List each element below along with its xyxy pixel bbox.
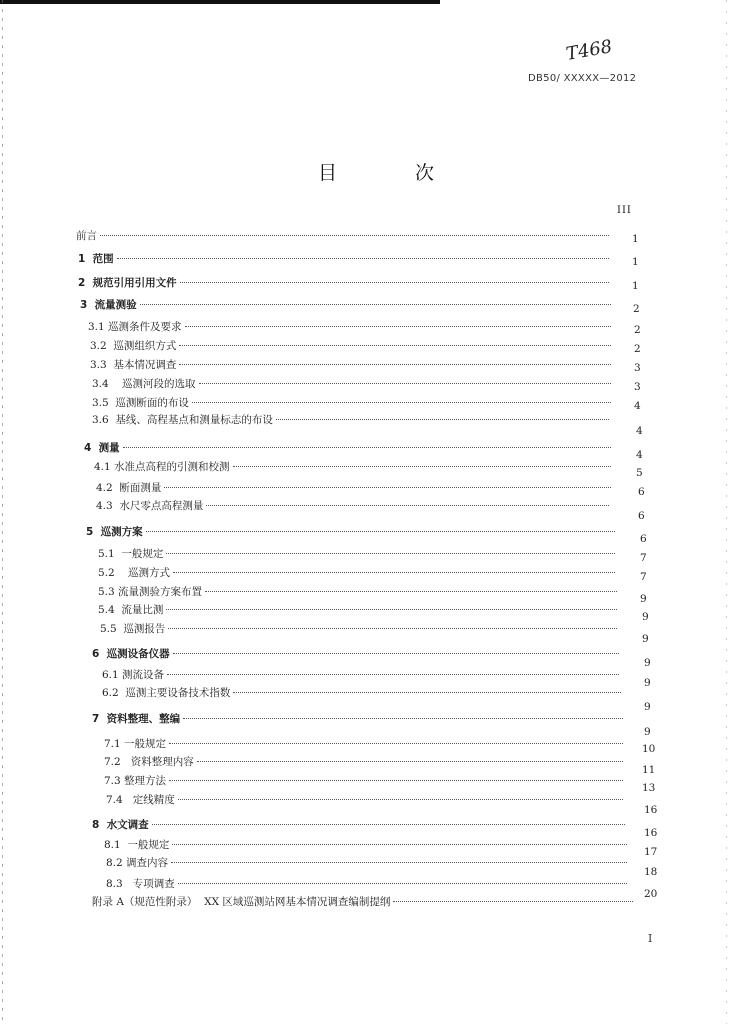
toc-entry-label: 8.1 一般规定 <box>104 839 170 851</box>
page-number: I <box>648 932 653 945</box>
toc-entry-label: 5 巡测方案 <box>86 526 143 538</box>
toc-entry <box>90 358 614 372</box>
toc-entry <box>92 396 614 410</box>
toc-leader-dots <box>276 418 609 420</box>
toc-entry-label: 7.3 整理方法 <box>104 775 167 787</box>
toc-entry-page: 6 <box>638 510 645 522</box>
toc-leader-dots <box>140 303 611 305</box>
toc-entry-page: 2 <box>634 324 641 336</box>
toc-entry-page: 10 <box>642 743 656 755</box>
toc-entry-label: 5.4 流量比测 <box>98 604 164 616</box>
toc-entry <box>106 877 630 891</box>
toc-entry-page: 7 <box>640 571 647 583</box>
toc-leader-dots <box>164 486 611 488</box>
toc-leader-dots <box>178 882 627 884</box>
toc-entry-page: 4 <box>634 400 641 412</box>
toc-entry-page: 1 <box>632 256 639 268</box>
toc-entry-label: 7.2 资料整理内容 <box>104 756 194 768</box>
toc-entry <box>94 460 614 474</box>
toc-entry-page: 5 <box>636 467 643 479</box>
toc-leader-dots <box>199 382 611 384</box>
toc-leader-dots <box>166 552 615 554</box>
toc-entry-label: 3.3 基本情况调查 <box>90 359 177 371</box>
toc-entry <box>104 838 630 852</box>
toc-leader-dots <box>167 673 619 675</box>
toc-entry-page: 9 <box>640 593 647 605</box>
toc-entry <box>90 339 614 353</box>
toc-leader-dots <box>171 861 627 863</box>
toc-entry-page: 7 <box>640 552 647 564</box>
toc-entry-page: 9 <box>644 726 651 738</box>
toc-head-page-number: III <box>617 205 632 216</box>
toc-entry-page: 2 <box>634 343 641 355</box>
toc-leader-dots <box>192 401 611 403</box>
toc-leader-dots <box>180 281 609 283</box>
toc-entry <box>92 413 612 427</box>
toc-title: 目 次 <box>318 162 471 184</box>
toc-entry-label: 8.2 调查内容 <box>106 857 169 869</box>
toc-leader-dots <box>206 504 609 506</box>
toc-entry-label: 7.4 定线精度 <box>106 794 175 806</box>
toc-entry-label: 4 测量 <box>84 442 120 454</box>
toc-entry-label: 5.5 巡测报告 <box>100 623 166 635</box>
toc-entry <box>78 276 612 290</box>
toc-leader-dots <box>393 900 633 902</box>
toc-entry-page: 18 <box>644 866 658 878</box>
toc-entry <box>92 818 628 832</box>
toc-entry-page: 16 <box>644 827 658 839</box>
toc-entry <box>98 547 618 561</box>
toc-entry-label: 5.1 一般规定 <box>98 548 164 560</box>
toc-entry-label: 6.2 巡测主要设备技术指数 <box>102 687 231 699</box>
toc-entry-label: 3.1 巡测条件及要求 <box>88 321 182 333</box>
toc-entry-page: 16 <box>644 804 658 816</box>
toc-entry <box>92 895 636 909</box>
toc-leader-dots <box>197 760 623 762</box>
toc-entry <box>96 481 614 495</box>
toc-leader-dots <box>152 823 625 825</box>
toc-entry-page: 9 <box>644 677 651 689</box>
toc-entry <box>86 525 618 539</box>
toc-entry-page: 9 <box>642 611 649 623</box>
toc-leader-dots <box>169 742 623 744</box>
scan-edge-top <box>0 0 440 4</box>
toc-leader-dots <box>205 590 617 592</box>
toc-entry <box>88 320 614 334</box>
toc-entry-label: 附录 A（规范性附录） XX 区域巡测站网基本情况调查编制提纲 <box>92 896 391 908</box>
toc-leader-dots <box>183 717 623 719</box>
toc-entry <box>102 668 622 682</box>
toc-entry-label: 4.3 水尺零点高程测量 <box>96 500 204 512</box>
toc-leader-dots <box>178 798 623 800</box>
toc-leader-dots <box>185 325 611 327</box>
toc-leader-dots <box>168 627 617 629</box>
toc-entry-label: 2 规范引用引用文件 <box>78 277 177 289</box>
toc-entry <box>78 252 612 266</box>
toc-entry-page: 9 <box>644 701 651 713</box>
toc-entry-label: 前言 <box>76 230 97 242</box>
toc-entry-label: 3.4 巡测河段的选取 <box>92 378 196 390</box>
toc-entry <box>104 737 626 751</box>
toc-leader-dots <box>166 608 617 610</box>
toc-entry-page: 6 <box>638 486 645 498</box>
toc-entry-label: 4.1 水准点高程的引测和校测 <box>94 461 230 473</box>
toc-entry-label: 5.3 流量测验方案布置 <box>98 586 203 598</box>
toc-entry <box>104 774 626 788</box>
toc-entry-label: 7 资料整理、整编 <box>92 713 181 725</box>
toc-entry <box>76 229 612 243</box>
toc-entry-label: 7.1 一般规定 <box>104 738 167 750</box>
toc-entry-label: 4.2 断面测量 <box>96 482 162 494</box>
toc-leader-dots <box>179 363 611 365</box>
toc-leader-dots <box>123 446 611 448</box>
toc-entry-page: 1 <box>632 233 639 245</box>
document-code: DB50/ XXXXX—2012 <box>528 73 637 84</box>
toc-entry-page: 20 <box>644 888 658 900</box>
toc-entry <box>100 622 620 636</box>
toc-entry <box>92 647 622 661</box>
toc-entry <box>96 499 612 513</box>
toc-entry <box>98 585 620 599</box>
toc-leader-dots <box>117 257 609 259</box>
toc-entry-label: 5.2 巡测方式 <box>98 567 171 579</box>
toc-entry-label: 3.2 巡测组织方式 <box>90 340 177 352</box>
toc-leader-dots <box>100 234 609 236</box>
toc-leader-dots <box>173 652 619 654</box>
toc-entry <box>102 686 624 700</box>
toc-entry-label: 3.6 基线、高程基点和测量标志的布设 <box>92 414 273 426</box>
toc-entry-page: 3 <box>634 381 641 393</box>
toc-leader-dots <box>233 465 611 467</box>
toc-entry <box>80 298 614 312</box>
toc-entry <box>106 793 626 807</box>
toc-entry-page: 9 <box>644 657 651 669</box>
toc-entry-label: 6.1 测流设备 <box>102 669 165 681</box>
toc-leader-dots <box>169 779 623 781</box>
toc-entry-page: 9 <box>642 633 649 645</box>
toc-leader-dots <box>172 843 627 845</box>
toc-entry <box>98 566 618 580</box>
scan-edge-left <box>2 0 3 1024</box>
toc-entry-page: 6 <box>640 533 647 545</box>
scan-edge-right <box>726 0 727 1024</box>
toc-leader-dots <box>233 691 621 693</box>
toc-entry-page: 11 <box>642 764 656 776</box>
toc-entry <box>106 856 630 870</box>
toc-entry-page: 4 <box>636 449 643 461</box>
toc-entry <box>84 441 614 455</box>
toc-entry-label: 8.3 专项调查 <box>106 878 175 890</box>
toc-entry-label: 8 水文调查 <box>92 819 149 831</box>
toc-entry-label: 1 范围 <box>78 253 114 265</box>
toc-entry <box>92 377 614 391</box>
toc-entry-page: 3 <box>634 362 641 374</box>
handwritten-annotation: T468 <box>564 36 614 65</box>
toc-entry <box>92 712 626 726</box>
toc-entry-page: 13 <box>642 782 656 794</box>
toc-entry-label: 3 流量测验 <box>80 299 137 311</box>
toc-entry-page: 1 <box>632 280 639 292</box>
toc-leader-dots <box>146 530 615 532</box>
toc-entry-page: 4 <box>636 425 643 437</box>
toc-entry-label: 3.5 巡测断面的布设 <box>92 397 189 409</box>
toc-entry-page: 2 <box>633 303 640 315</box>
toc-leader-dots <box>173 571 615 573</box>
toc-entry-label: 6 巡测设备仪器 <box>92 648 170 660</box>
toc-entry-page: 17 <box>644 846 658 858</box>
toc-leader-dots <box>179 344 611 346</box>
toc-entry <box>104 755 626 769</box>
toc-entry <box>98 603 620 617</box>
